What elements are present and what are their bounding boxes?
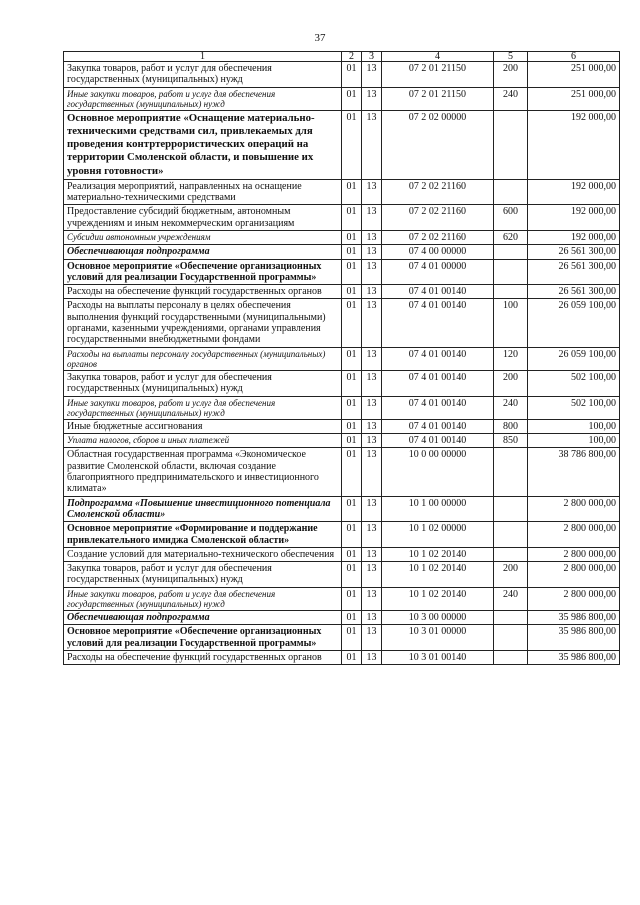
table-row <box>64 587 620 610</box>
row-name-cell: Областная государственная программа «Экономическое развитие Смоленской области, включая создание благоприятного предпринимательского и инвестиционного климата» <box>64 448 342 496</box>
expense-type-cell: 850 <box>494 434 528 448</box>
expense-type-cell <box>494 110 528 179</box>
expense-type-cell <box>494 625 528 651</box>
amount-cell: 2 800 000,00 <box>528 587 620 610</box>
expense-type-cell <box>494 285 528 299</box>
section-code-cell: 01 <box>342 87 362 110</box>
amount-cell: 35 986 800,00 <box>528 625 620 651</box>
table-row <box>64 434 620 448</box>
amount-cell: 2 800 000,00 <box>528 522 620 548</box>
subsection-code-cell: 13 <box>362 62 382 88</box>
expense-type-cell <box>494 245 528 259</box>
expense-type-cell: 600 <box>494 205 528 231</box>
expense-type-cell: 200 <box>494 62 528 88</box>
column-header: 6 <box>528 52 620 62</box>
section-code-cell: 01 <box>342 285 362 299</box>
expense-type-cell <box>494 179 528 205</box>
section-code-cell: 01 <box>342 110 362 179</box>
expense-type-cell <box>494 611 528 625</box>
amount-cell: 26 561 300,00 <box>528 245 620 259</box>
target-item-code-cell: 10 1 00 00000 <box>382 496 494 522</box>
expense-type-cell: 240 <box>494 87 528 110</box>
expense-type-cell: 240 <box>494 587 528 610</box>
target-item-code-cell: 07 4 01 00140 <box>382 299 494 347</box>
expense-type-cell <box>494 650 528 664</box>
amount-cell: 192 000,00 <box>528 205 620 231</box>
row-name-cell: Обеспечивающая подпрограмма <box>64 245 342 259</box>
expense-type-cell: 200 <box>494 370 528 396</box>
target-item-code-cell: 07 4 01 00140 <box>382 285 494 299</box>
section-code-cell: 01 <box>342 299 362 347</box>
target-item-code-cell: 07 4 01 00140 <box>382 419 494 433</box>
section-code-cell: 01 <box>342 179 362 205</box>
section-code-cell: 01 <box>342 611 362 625</box>
row-name-cell: Закупка товаров, работ и услуг для обеспечения государственных (муниципальных) нужд <box>64 370 342 396</box>
row-name-cell: Закупка товаров, работ и услуг для обеспечения государственных (муниципальных) нужд <box>64 562 342 588</box>
expense-type-cell: 120 <box>494 347 528 370</box>
subsection-code-cell: 13 <box>362 87 382 110</box>
subsection-code-cell: 13 <box>362 625 382 651</box>
row-name-cell: Основное мероприятие «Обеспечение организационных условий для реализации Государственной программы» <box>64 259 342 285</box>
section-code-cell: 01 <box>342 347 362 370</box>
subsection-code-cell: 13 <box>362 370 382 396</box>
target-item-code-cell: 07 4 01 00140 <box>382 434 494 448</box>
amount-cell: 35 986 800,00 <box>528 611 620 625</box>
table-row <box>64 625 620 651</box>
row-name-cell: Уплата налогов, сборов и иных платежей <box>64 434 342 448</box>
target-item-code-cell: 10 1 02 20140 <box>382 547 494 561</box>
amount-cell: 26 059 100,00 <box>528 347 620 370</box>
target-item-code-cell: 07 4 01 00000 <box>382 259 494 285</box>
section-code-cell: 01 <box>342 587 362 610</box>
expense-type-cell: 200 <box>494 562 528 588</box>
table-row <box>64 370 620 396</box>
expense-type-cell: 620 <box>494 230 528 244</box>
amount-cell: 251 000,00 <box>528 62 620 88</box>
section-code-cell: 01 <box>342 396 362 419</box>
target-item-code-cell: 10 3 01 00000 <box>382 625 494 651</box>
table-row <box>64 347 620 370</box>
subsection-code-cell: 13 <box>362 547 382 561</box>
target-item-code-cell: 07 2 01 21150 <box>382 62 494 88</box>
table-row <box>64 562 620 588</box>
amount-cell: 502 100,00 <box>528 396 620 419</box>
table-row <box>64 419 620 433</box>
subsection-code-cell: 13 <box>362 347 382 370</box>
target-item-code-cell: 07 4 01 00140 <box>382 347 494 370</box>
subsection-code-cell: 13 <box>362 611 382 625</box>
target-item-code-cell: 07 4 00 00000 <box>382 245 494 259</box>
subsection-code-cell: 13 <box>362 419 382 433</box>
amount-cell: 192 000,00 <box>528 179 620 205</box>
target-item-code-cell: 07 4 01 00140 <box>382 396 494 419</box>
row-name-cell: Субсидии автономным учреждениям <box>64 230 342 244</box>
section-code-cell: 01 <box>342 259 362 285</box>
column-header: 5 <box>494 52 528 62</box>
subsection-code-cell: 13 <box>362 522 382 548</box>
table-row <box>64 245 620 259</box>
section-code-cell: 01 <box>342 230 362 244</box>
table-row <box>64 396 620 419</box>
expense-type-cell: 800 <box>494 419 528 433</box>
subsection-code-cell: 13 <box>362 496 382 522</box>
section-code-cell: 01 <box>342 434 362 448</box>
row-name-cell: Иные закупки товаров, работ и услуг для обеспечения государственных (муниципальных) нужд <box>64 87 342 110</box>
subsection-code-cell: 13 <box>362 650 382 664</box>
expense-type-cell <box>494 259 528 285</box>
amount-cell: 26 059 100,00 <box>528 299 620 347</box>
target-item-code-cell: 07 2 02 21160 <box>382 179 494 205</box>
row-name-cell: Создание условий для материально-технического обеспечения <box>64 547 342 561</box>
section-code-cell: 01 <box>342 448 362 496</box>
amount-cell: 26 561 300,00 <box>528 259 620 285</box>
target-item-code-cell: 10 1 02 20140 <box>382 562 494 588</box>
amount-cell: 2 800 000,00 <box>528 547 620 561</box>
subsection-code-cell: 13 <box>362 245 382 259</box>
amount-cell: 2 800 000,00 <box>528 562 620 588</box>
target-item-code-cell: 07 2 02 00000 <box>382 110 494 179</box>
amount-cell: 251 000,00 <box>528 87 620 110</box>
subsection-code-cell: 13 <box>362 587 382 610</box>
table-row <box>64 230 620 244</box>
section-code-cell: 01 <box>342 522 362 548</box>
table-row <box>64 62 620 88</box>
table-row <box>64 522 620 548</box>
row-name-cell: Расходы на выплаты персоналу в целях обеспечения выполнения функций государственными (муниципальными) органами, казенными учреждениями, органами управления государственными внебюджетными фондами <box>64 299 342 347</box>
table-row <box>64 205 620 231</box>
page-number: 37 <box>314 32 326 44</box>
amount-cell: 2 800 000,00 <box>528 496 620 522</box>
section-code-cell: 01 <box>342 245 362 259</box>
target-item-code-cell: 10 3 00 00000 <box>382 611 494 625</box>
amount-cell: 192 000,00 <box>528 230 620 244</box>
table-row <box>64 299 620 347</box>
row-name-cell: Закупка товаров, работ и услуг для обеспечения государственных (муниципальных) нужд <box>64 62 342 88</box>
subsection-code-cell: 13 <box>362 285 382 299</box>
row-name-cell: Иные бюджетные ассигнования <box>64 419 342 433</box>
expense-type-cell <box>494 547 528 561</box>
subsection-code-cell: 13 <box>362 179 382 205</box>
row-name-cell: Расходы на выплаты персоналу государственных (муниципальных) органов <box>64 347 342 370</box>
subsection-code-cell: 13 <box>362 562 382 588</box>
expense-type-cell <box>494 496 528 522</box>
amount-cell: 38 786 800,00 <box>528 448 620 496</box>
row-name-cell: Основное мероприятие «Обеспечение организационных условий для реализации Государственной программы» <box>64 625 342 651</box>
table-row <box>64 547 620 561</box>
expense-type-cell: 240 <box>494 396 528 419</box>
row-name-cell: Предоставление субсидий бюджетным, автономным учреждениям и иным некоммерческим организациям <box>64 205 342 231</box>
table-row <box>64 179 620 205</box>
section-code-cell: 01 <box>342 370 362 396</box>
column-header: 1 <box>64 52 342 62</box>
row-name-cell: Основное мероприятие «Оснащение материально-техническими средствами сил, привлекаемых для проведения контртеррористических операций на территории Смоленской области, и повышение их уровня готовности» <box>64 110 342 179</box>
row-name-cell: Обеспечивающая подпрограмма <box>64 611 342 625</box>
budget-table <box>63 51 620 665</box>
target-item-code-cell: 07 4 01 00140 <box>382 370 494 396</box>
column-header: 2 <box>342 52 362 62</box>
column-header: 4 <box>382 52 494 62</box>
target-item-code-cell: 10 1 02 00000 <box>382 522 494 548</box>
amount-cell: 26 561 300,00 <box>528 285 620 299</box>
section-code-cell: 01 <box>342 562 362 588</box>
table-row <box>64 448 620 496</box>
table-row <box>64 496 620 522</box>
table-row <box>64 611 620 625</box>
column-header: 3 <box>362 52 382 62</box>
subsection-code-cell: 13 <box>362 110 382 179</box>
amount-cell: 502 100,00 <box>528 370 620 396</box>
row-name-cell: Подпрограмма «Повышение инвестиционного потенциала Смоленской области» <box>64 496 342 522</box>
section-code-cell: 01 <box>342 650 362 664</box>
target-item-code-cell: 10 3 01 00140 <box>382 650 494 664</box>
subsection-code-cell: 13 <box>362 396 382 419</box>
subsection-code-cell: 13 <box>362 205 382 231</box>
amount-cell: 100,00 <box>528 419 620 433</box>
target-item-code-cell: 10 0 00 00000 <box>382 448 494 496</box>
target-item-code-cell: 07 2 01 21150 <box>382 87 494 110</box>
target-item-code-cell: 07 2 02 21160 <box>382 205 494 231</box>
table-row <box>64 87 620 110</box>
table-header-row <box>64 52 620 62</box>
table-row <box>64 259 620 285</box>
row-name-cell: Иные закупки товаров, работ и услуг для обеспечения государственных (муниципальных) нужд <box>64 396 342 419</box>
section-code-cell: 01 <box>342 205 362 231</box>
expense-type-cell <box>494 522 528 548</box>
section-code-cell: 01 <box>342 625 362 651</box>
row-name-cell: Расходы на обеспечение функций государственных органов <box>64 650 342 664</box>
row-name-cell: Расходы на обеспечение функций государственных органов <box>64 285 342 299</box>
target-item-code-cell: 07 2 02 21160 <box>382 230 494 244</box>
row-name-cell: Реализация мероприятий, направленных на оснащение материально-техническими средствами <box>64 179 342 205</box>
section-code-cell: 01 <box>342 496 362 522</box>
subsection-code-cell: 13 <box>362 434 382 448</box>
row-name-cell: Основное мероприятие «Формирование и поддержание привлекательного имиджа Смоленской области» <box>64 522 342 548</box>
expense-type-cell <box>494 448 528 496</box>
subsection-code-cell: 13 <box>362 230 382 244</box>
table-row <box>64 285 620 299</box>
expense-type-cell: 100 <box>494 299 528 347</box>
table-row <box>64 110 620 179</box>
subsection-code-cell: 13 <box>362 259 382 285</box>
subsection-code-cell: 13 <box>362 299 382 347</box>
amount-cell: 100,00 <box>528 434 620 448</box>
row-name-cell: Иные закупки товаров, работ и услуг для обеспечения государственных (муниципальных) нужд <box>64 587 342 610</box>
target-item-code-cell: 10 1 02 20140 <box>382 587 494 610</box>
amount-cell: 35 986 800,00 <box>528 650 620 664</box>
section-code-cell: 01 <box>342 547 362 561</box>
section-code-cell: 01 <box>342 62 362 88</box>
table-row <box>64 650 620 664</box>
section-code-cell: 01 <box>342 419 362 433</box>
amount-cell: 192 000,00 <box>528 110 620 179</box>
subsection-code-cell: 13 <box>362 448 382 496</box>
